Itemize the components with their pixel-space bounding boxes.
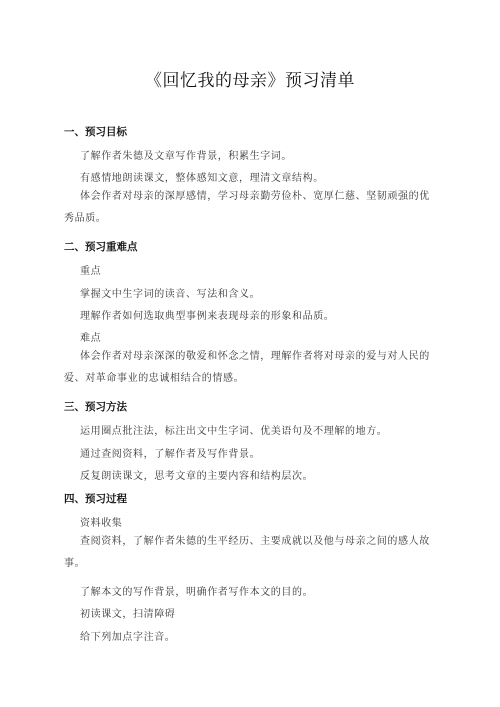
section-heading-key-points: 二、预习重难点 <box>64 241 138 253</box>
paragraph: 体会作者对母亲的深厚感情，学习母亲勤劳俭朴、宽厚仁慈、坚韧顽强的优秀品质。 <box>64 191 430 224</box>
subheading-difficulty: 难点 <box>80 333 102 344</box>
paragraph: 有感情地朗读课文，整体感知文意，理清文章结构。 <box>80 173 324 184</box>
paragraph: 给下列加点字注音。 <box>80 632 176 643</box>
paragraph: 掌握文中生字词的读音、写法和含义。 <box>80 289 261 300</box>
subheading-materials: 资料收集 <box>80 518 123 529</box>
paragraph: 了解作者朱德及文章写作背景，积累生字词。 <box>80 151 292 162</box>
subheading-first-reading: 初读课文，扫清障碍 <box>80 609 176 620</box>
paragraph: 体会作者对母亲深深的敬爱和怀念之情，理解作者将对母亲的爱与对人民的爱、对革命事业的忠诚相结合的情感。 <box>64 351 430 384</box>
paragraph: 通过查阅资料，了解作者及写作背景。 <box>80 449 261 460</box>
paragraph: 了解本文的写作背景，明确作者写作本文的目的。 <box>80 587 314 598</box>
subheading-key: 重点 <box>80 266 102 277</box>
section-heading-goals: 一、预习目标 <box>64 126 127 138</box>
section-heading-methods: 三、预习方法 <box>64 401 127 413</box>
paragraph: 反复朗读课文，思考文章的主要内容和结构层次。 <box>80 471 314 482</box>
section-heading-process: 四、预习过程 <box>64 493 127 505</box>
paragraph: 查阅资料，了解作者朱德的生平经历、主要成就以及他与母亲之间的感人故事。 <box>64 536 430 569</box>
paragraph: 理解作者如何选取典型事例来表现母亲的形象和品质。 <box>80 311 335 322</box>
page-title: 《回忆我的母亲》预习清单 <box>145 71 355 91</box>
paragraph: 运用圈点批注法，标注出文中生字词、优美语句及不理解的地方。 <box>80 426 388 437</box>
